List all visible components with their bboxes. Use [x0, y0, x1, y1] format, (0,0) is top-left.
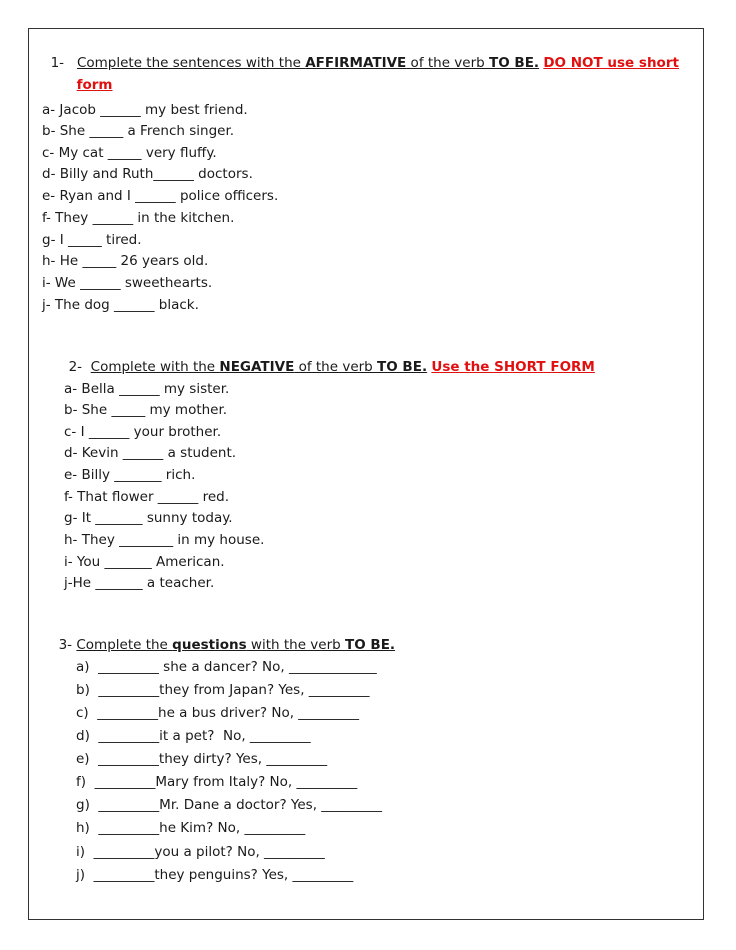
list-item: j-He _______ a teacher.	[64, 575, 215, 591]
s3-instr-d: TO BE.	[345, 637, 396, 653]
list-item: h) _________he Kim? No, _________	[76, 820, 306, 836]
list-item: h- He _____ 26 years old.	[42, 253, 209, 269]
s3-instr-b: questions	[172, 637, 247, 653]
list-item: g) _________Mr. Dane a doctor? Yes, _________	[76, 797, 383, 813]
s2-instr-b: NEGATIVE	[219, 359, 295, 375]
list-item: i- We ______ sweethearts.	[42, 275, 213, 291]
list-item: d- Kevin ______ a student.	[64, 445, 237, 461]
s1-instr-b: AFFIRMATIVE	[305, 55, 407, 71]
list-item: e- Billy _______ rich.	[64, 467, 196, 483]
s3-instr-a: Complete the	[76, 637, 173, 653]
s1-instr-red2: form	[76, 77, 113, 93]
list-item: c- My cat _____ very fluffy.	[42, 145, 217, 161]
s3-instr-c: with the verb	[246, 637, 346, 653]
list-item: g- I _____ tired.	[42, 232, 142, 248]
s2-instr-d: TO BE.	[377, 359, 428, 375]
s2-instr-a: Complete with the	[90, 359, 220, 375]
list-item: b- She _____ a French singer.	[42, 123, 235, 139]
list-item: b) _________they from Japan? Yes, _________	[76, 682, 370, 698]
list-item: b- She _____ my mother.	[64, 402, 228, 418]
list-item: d- Billy and Ruth______ doctors.	[42, 166, 253, 182]
section1-number: 1-	[50, 55, 65, 71]
list-item: j- The dog ______ black.	[42, 297, 199, 313]
list-item: h- They ________ in my house.	[64, 532, 265, 548]
section3-number: 3-	[58, 637, 73, 653]
s1-instr-d: TO BE.	[489, 55, 540, 71]
list-item: i- You _______ American.	[64, 554, 225, 570]
list-item: d) _________it a pet? No, _________	[76, 728, 311, 744]
list-item: f- That flower ______ red.	[64, 489, 229, 505]
s2-instr-red: Use the SHORT FORM	[431, 359, 595, 375]
list-item: c) _________he a bus driver? No, _________	[76, 705, 360, 721]
section2-instruction	[60, 340, 595, 376]
list-item: a- Jacob ______ my best friend.	[42, 102, 248, 118]
list-item: a- Bella ______ my sister.	[64, 381, 230, 397]
list-item: f) _________Mary from Italy? No, _________	[76, 774, 358, 790]
list-item: i) _________you a pilot? No, _________	[76, 844, 325, 860]
list-item: e- Ryan and I ______ police officers.	[42, 188, 279, 204]
list-item: j) _________they penguins? Yes, _________	[76, 867, 354, 883]
list-item: a) _________ she a dancer? No, _____________	[76, 659, 377, 675]
section1-instruction-cont	[68, 58, 112, 94]
s1-instr-red1: DO NOT use short	[543, 55, 679, 71]
s1-instr-a: Complete the sentences with the	[76, 55, 306, 71]
section3-instruction	[50, 618, 395, 654]
section1-instr-part	[77, 55, 539, 71]
list-item: f- They ______ in the kitchen.	[42, 210, 235, 226]
section2-instr-part	[91, 359, 427, 375]
section3-instr-part	[76, 637, 395, 653]
list-item: e) _________they dirty? Yes, _________	[76, 751, 328, 767]
s1-instr-c: of the verb	[406, 55, 490, 71]
list-item: c- I ______ your brother.	[64, 424, 222, 440]
section1-instruction	[42, 36, 679, 72]
s2-instr-c: of the verb	[294, 359, 378, 375]
list-item: g- It _______ sunny today.	[64, 510, 233, 526]
section2-number: 2-	[68, 359, 83, 375]
